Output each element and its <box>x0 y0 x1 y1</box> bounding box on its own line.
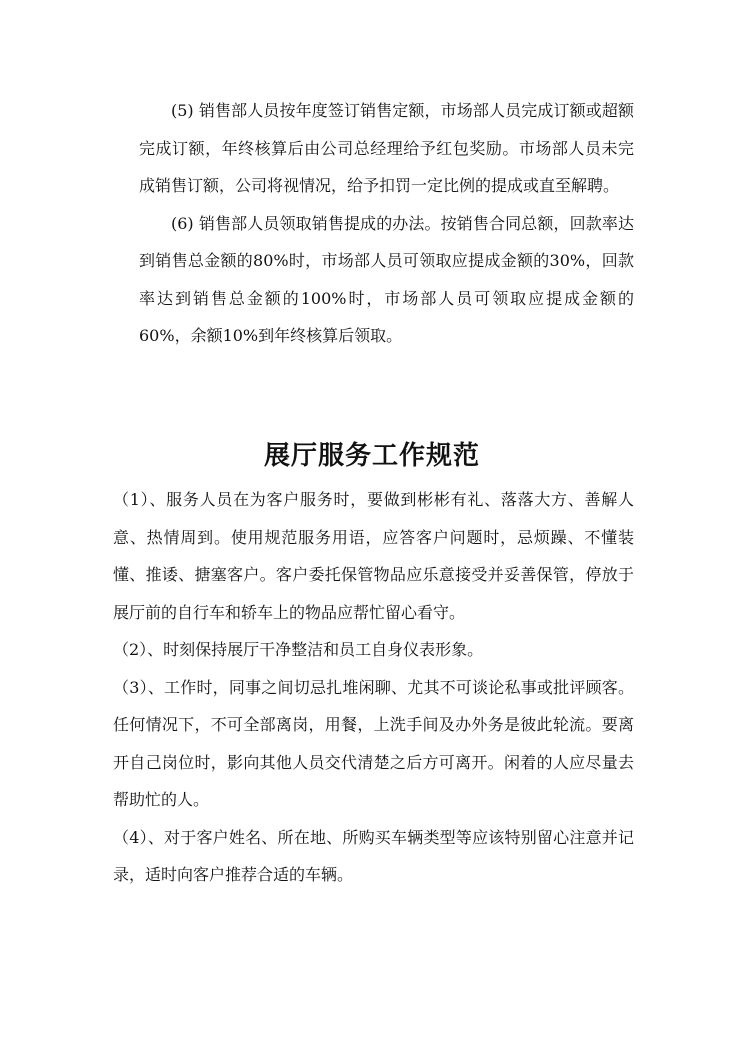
rule-item-1: （1）、服务人员在为客户服务时，要做到彬彬有礼、落落大方、善解人意、热情周到。使用规范服务用语，应答客户问题时，忌烦躁、不懂装懂、推诿、搪塞客户。客户委托保管物品应乐意接受并妥善保管，停放于展厅前的自行车和轿车上的物品应帮忙留心看守。 <box>113 490 634 622</box>
rule-item-3: （3）、工作时，同事之间切忌扎堆闲聊、尤其不可谈论私事或批评顾客。任何情况下，不可全部离岗，用餐，上洗手间及办外务是彼此轮流。要离开自己岗位时，影向其他人员交代清楚之后方可离开。闲着的人应尽量去帮助忙的人。 <box>113 677 634 809</box>
paragraph-6: (6) 销售部人员领取销售提成的办法。按销售合同总额，回款率达到销售总金额的80%时，市场部人员可领取应提成金额的30%，回款率达到销售总金额的100%时，市场部人员可领取应提成金额的60%，余额10%到年终核算后领取。 <box>139 213 634 345</box>
sales-commission-section <box>139 92 634 355</box>
paragraph-5: (5) 销售部人员按年度签订销售定额，市场部人员完成订额或超额完成订额，年终核算后由公司总经理给予红包奖励。市场部人员未完成销售订额，公司将视情况，给予扣罚一定比例的提成或直至解聘。 <box>139 101 634 195</box>
rule-item-2: （2）、时刻保持展厅干净整洁和员工自身仪表形象。 <box>113 640 484 659</box>
section-title: 展厅服务工作规范 <box>263 441 480 471</box>
showroom-rules-list <box>113 481 634 894</box>
rule-item-4: （4）、对于客户姓名、所在地、所购买车辆类型等应该特别留心注意并记录，适时向客户推荐合适的车辆。 <box>113 827 634 884</box>
